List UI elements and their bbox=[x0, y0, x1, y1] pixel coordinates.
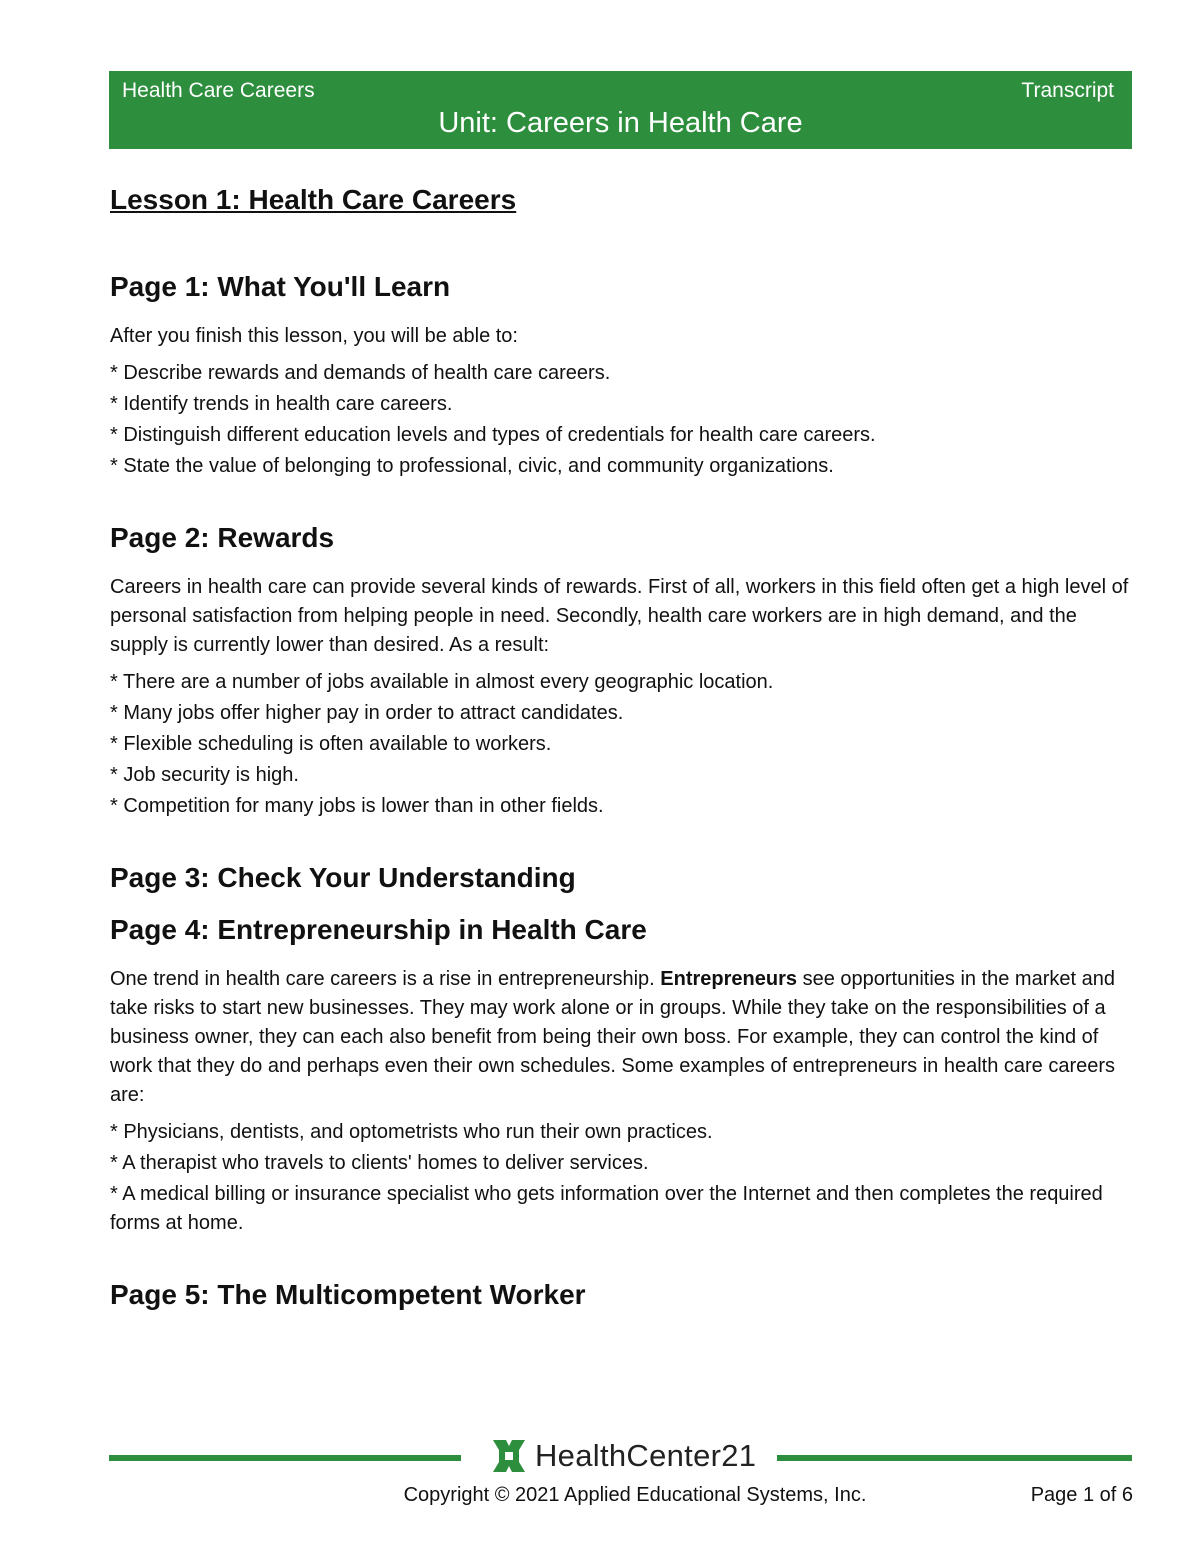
healthcenter21-logo bbox=[493, 1436, 756, 1476]
footer-rule-right bbox=[777, 1455, 1132, 1461]
section-page-2 bbox=[110, 521, 1140, 821]
list-item: * Identify trends in health care careers. bbox=[110, 393, 453, 415]
list-item: * Flexible scheduling is often available to workers. bbox=[110, 733, 552, 755]
section-heading: Page 1: What You'll Learn bbox=[110, 271, 451, 302]
list-item: * Physicians, dentists, and optometrists who run their own practices. bbox=[110, 1121, 713, 1143]
intro-text: One trend in health care careers is a rise in entrepreneurship. bbox=[110, 968, 661, 990]
list-item: * Competition for many jobs is lower than in other fields. bbox=[110, 795, 604, 817]
copyright-notice: Copyright © 2021 Applied Educational Systems, Inc. bbox=[403, 1484, 867, 1506]
header-banner bbox=[109, 71, 1132, 149]
section-heading: Page 2: Rewards bbox=[110, 522, 335, 553]
document-body bbox=[110, 182, 1140, 1330]
section-intro: After you finish this lesson, you will be able to: bbox=[110, 325, 518, 347]
section-intro: Careers in health care can provide several kinds of rewards. First of all, workers in this field often get a high level of personal satisfaction from helping people in need. Secondly, health care workers are in high demand, and the supply is currently lower than desired. As a result: bbox=[110, 576, 1129, 656]
unit-title: Unit: Careers in Health Care bbox=[438, 107, 803, 139]
intro-text: see opportunities in the market and take risks to start new businesses. They may work alone or in groups. While they take on the responsibilities of a business owner, they can each also benefit from being their own boss. For example, they can control the kind of work that they do and perhaps even their own schedules. Some examples of entrepreneurs in health care careers are: bbox=[110, 968, 1116, 1106]
doc-type-label: Transcript bbox=[1021, 79, 1114, 102]
bullet-list bbox=[110, 359, 1140, 481]
course-title: Health Care Careers bbox=[122, 79, 315, 102]
bullet-list bbox=[110, 668, 1140, 821]
bullet-list bbox=[110, 1118, 1140, 1238]
list-item: * A medical billing or insurance specialist who gets information over the Internet and then completes the required forms at home. bbox=[110, 1183, 1103, 1234]
section-page-5 bbox=[110, 1278, 1140, 1312]
list-item: * Describe rewards and demands of health care careers. bbox=[110, 362, 611, 384]
list-item: * Many jobs offer higher pay in order to attract candidates. bbox=[110, 702, 624, 724]
section-page-1 bbox=[110, 270, 1140, 481]
healthcenter21-logo-icon bbox=[493, 1440, 525, 1472]
list-item: * Distinguish different education levels and types of credentials for health care careers. bbox=[110, 424, 876, 446]
section-heading: Page 5: The Multicompetent Worker bbox=[110, 1279, 586, 1310]
term-entrepreneurs: Entrepreneurs bbox=[660, 968, 798, 990]
list-item: * Job security is high. bbox=[110, 764, 299, 786]
footer-rule-left bbox=[109, 1455, 461, 1461]
list-item: * A therapist who travels to clients' homes to deliver services. bbox=[110, 1152, 649, 1174]
list-item: * State the value of belonging to professional, civic, and community organizations. bbox=[110, 455, 834, 477]
section-heading: Page 4: Entrepreneurship in Health Care bbox=[110, 914, 647, 945]
section-intro bbox=[110, 965, 1140, 1110]
logo-text: HealthCenter21 bbox=[535, 1438, 757, 1473]
section-page-4 bbox=[110, 913, 1140, 1238]
page-number: Page 1 of 6 bbox=[1030, 1484, 1133, 1506]
lesson-title: Lesson 1: Health Care Careers bbox=[110, 184, 517, 215]
list-item: * There are a number of jobs available in almost every geographic location. bbox=[110, 671, 774, 693]
section-heading: Page 3: Check Your Understanding bbox=[110, 862, 576, 893]
section-page-3 bbox=[110, 861, 1140, 895]
